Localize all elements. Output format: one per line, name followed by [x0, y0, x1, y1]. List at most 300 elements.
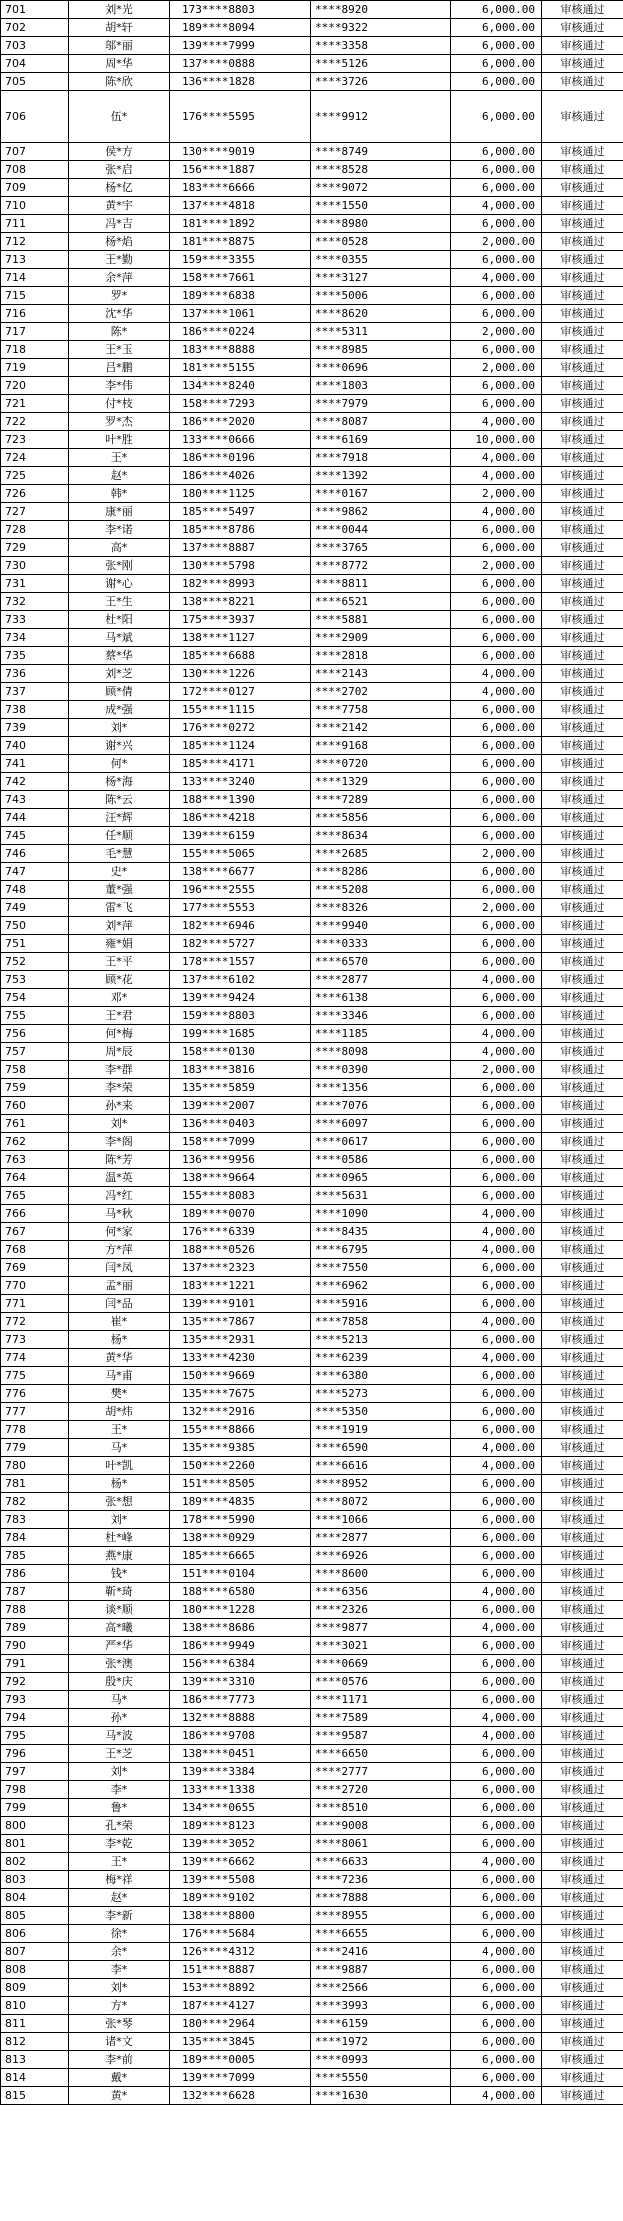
- amount: 4,000.00: [451, 413, 542, 431]
- amount: 6,000.00: [451, 1, 542, 19]
- applicant-name: 方*: [69, 1997, 170, 2015]
- applicant-name: 鲁*: [69, 1799, 170, 1817]
- row-number: 732: [1, 593, 69, 611]
- amount: 4,000.00: [451, 1943, 542, 1961]
- status: 审核通过: [542, 1943, 623, 1961]
- status: 审核通过: [542, 449, 623, 467]
- amount: 4,000.00: [451, 1853, 542, 1871]
- phone-number: 159****3355: [170, 251, 311, 269]
- row-number: 765: [1, 1187, 69, 1205]
- status: 审核通过: [542, 611, 623, 629]
- applicant-name: 沈*华: [69, 305, 170, 323]
- row-number: 745: [1, 827, 69, 845]
- status: 审核通过: [542, 1511, 623, 1529]
- row-number: 751: [1, 935, 69, 953]
- status: 审核通过: [542, 935, 623, 953]
- applicant-name: 叶*凯: [69, 1457, 170, 1475]
- amount: 6,000.00: [451, 539, 542, 557]
- amount: 6,000.00: [451, 2015, 542, 2033]
- row-number: 791: [1, 1655, 69, 1673]
- phone-number: 178****5990: [170, 1511, 311, 1529]
- status: 审核通过: [542, 701, 623, 719]
- phone-number: 137****6102: [170, 971, 311, 989]
- table-row: [1, 539, 623, 557]
- applicant-name: 何*: [69, 755, 170, 773]
- table-row: [1, 863, 623, 881]
- applicant-name: 李*阁: [69, 1133, 170, 1151]
- card-number: ****1356: [311, 1079, 451, 1097]
- row-number: 784: [1, 1529, 69, 1547]
- table-row: [1, 1241, 623, 1259]
- table-row: [1, 1043, 623, 1061]
- table-row: [1, 2033, 623, 2051]
- applicant-name: 张*刚: [69, 557, 170, 575]
- table-row: [1, 1025, 623, 1043]
- row-number: 737: [1, 683, 69, 701]
- card-number: ****6159: [311, 2015, 451, 2033]
- card-number: ****7076: [311, 1097, 451, 1115]
- phone-number: 135****9385: [170, 1439, 311, 1457]
- applicant-name: 燕*康: [69, 1547, 170, 1565]
- table-row: [1, 1097, 623, 1115]
- card-number: ****7589: [311, 1709, 451, 1727]
- card-number: ****6097: [311, 1115, 451, 1133]
- row-number: 802: [1, 1853, 69, 1871]
- table-row: [1, 359, 623, 377]
- status: 审核通过: [542, 1871, 623, 1889]
- row-number: 716: [1, 305, 69, 323]
- status: 审核通过: [542, 251, 623, 269]
- row-number: 764: [1, 1169, 69, 1187]
- status: 审核通过: [542, 1457, 623, 1475]
- row-number: 775: [1, 1367, 69, 1385]
- status: 审核通过: [542, 503, 623, 521]
- amount: 6,000.00: [451, 1835, 542, 1853]
- row-number: 811: [1, 2015, 69, 2033]
- applicant-name: 孟*丽: [69, 1277, 170, 1295]
- card-number: ****2877: [311, 1529, 451, 1547]
- phone-number: 181****5155: [170, 359, 311, 377]
- row-number: 756: [1, 1025, 69, 1043]
- card-number: ****6380: [311, 1367, 451, 1385]
- table-row: [1, 1385, 623, 1403]
- phone-number: 136****9956: [170, 1151, 311, 1169]
- phone-number: 158****7293: [170, 395, 311, 413]
- card-number: ****0669: [311, 1655, 451, 1673]
- card-number: ****0528: [311, 233, 451, 251]
- amount: 4,000.00: [451, 1205, 542, 1223]
- table-row: [1, 809, 623, 827]
- amount: 6,000.00: [451, 917, 542, 935]
- table-row: [1, 953, 623, 971]
- card-number: ****6616: [311, 1457, 451, 1475]
- status: 审核通过: [542, 19, 623, 37]
- table-row: [1, 1583, 623, 1601]
- table-row: [1, 1169, 623, 1187]
- row-number: 743: [1, 791, 69, 809]
- table-row: [1, 1799, 623, 1817]
- amount: 4,000.00: [451, 197, 542, 215]
- table-row: [1, 1673, 623, 1691]
- applicant-name: 马*斌: [69, 629, 170, 647]
- amount: 4,000.00: [451, 1709, 542, 1727]
- amount: 6,000.00: [451, 161, 542, 179]
- phone-number: 135****3845: [170, 2033, 311, 2051]
- row-number: 707: [1, 143, 69, 161]
- status: 审核通过: [542, 1169, 623, 1187]
- status: 审核通过: [542, 1313, 623, 1331]
- row-number: 725: [1, 467, 69, 485]
- status: 审核通过: [542, 1115, 623, 1133]
- applicant-name: 李*: [69, 1961, 170, 1979]
- amount: 6,000.00: [451, 1871, 542, 1889]
- amount: 6,000.00: [451, 1007, 542, 1025]
- row-number: 721: [1, 395, 69, 413]
- applicant-name: 毛*慧: [69, 845, 170, 863]
- amount: 4,000.00: [451, 1313, 542, 1331]
- amount: 6,000.00: [451, 755, 542, 773]
- status: 审核通过: [542, 755, 623, 773]
- amount: 6,000.00: [451, 1277, 542, 1295]
- phone-number: 182****5727: [170, 935, 311, 953]
- amount: 6,000.00: [451, 1115, 542, 1133]
- table-row: [1, 449, 623, 467]
- card-number: ****8326: [311, 899, 451, 917]
- card-number: ****6962: [311, 1277, 451, 1295]
- status: 审核通过: [542, 1187, 623, 1205]
- amount: 6,000.00: [451, 611, 542, 629]
- amount: 6,000.00: [451, 1079, 542, 1097]
- amount: 6,000.00: [451, 2033, 542, 2051]
- status: 审核通过: [542, 1961, 623, 1979]
- phone-number: 158****7099: [170, 1133, 311, 1151]
- phone-number: 186****9708: [170, 1727, 311, 1745]
- status: 审核通过: [542, 1745, 623, 1763]
- row-number: 741: [1, 755, 69, 773]
- card-number: ****3726: [311, 73, 451, 91]
- phone-number: 138****8800: [170, 1907, 311, 1925]
- phone-number: 139****6662: [170, 1853, 311, 1871]
- phone-number: 189****0070: [170, 1205, 311, 1223]
- applicant-name: 殷*庆: [69, 1673, 170, 1691]
- status: 审核通过: [542, 359, 623, 377]
- amount: 6,000.00: [451, 719, 542, 737]
- row-number: 785: [1, 1547, 69, 1565]
- applicant-name: 刘*: [69, 1979, 170, 1997]
- card-number: ****1329: [311, 773, 451, 791]
- row-number: 798: [1, 1781, 69, 1799]
- amount: 6,000.00: [451, 1997, 542, 2015]
- applicant-name: 孙*来: [69, 1097, 170, 1115]
- amount: 6,000.00: [451, 935, 542, 953]
- card-number: ****5550: [311, 2069, 451, 2087]
- status: 审核通过: [542, 539, 623, 557]
- table-row: [1, 665, 623, 683]
- row-number: 727: [1, 503, 69, 521]
- applicant-name: 方*萍: [69, 1241, 170, 1259]
- phone-number: 176****5684: [170, 1925, 311, 1943]
- row-number: 746: [1, 845, 69, 863]
- table-row: [1, 2051, 623, 2069]
- row-number: 803: [1, 1871, 69, 1889]
- card-number: ****8600: [311, 1565, 451, 1583]
- status: 审核通过: [542, 1061, 623, 1079]
- row-number: 801: [1, 1835, 69, 1853]
- applicant-name: 赵*: [69, 467, 170, 485]
- row-number: 703: [1, 37, 69, 55]
- amount: 6,000.00: [451, 1925, 542, 1943]
- card-number: ****6633: [311, 1853, 451, 1871]
- amount: 6,000.00: [451, 989, 542, 1007]
- amount: 6,000.00: [451, 1151, 542, 1169]
- phone-number: 130****5798: [170, 557, 311, 575]
- applicant-name: 顾*倩: [69, 683, 170, 701]
- row-number: 767: [1, 1223, 69, 1241]
- card-number: ****9587: [311, 1727, 451, 1745]
- table-row: [1, 1187, 623, 1205]
- table-row: [1, 1727, 623, 1745]
- amount: 6,000.00: [451, 1259, 542, 1277]
- row-number: 758: [1, 1061, 69, 1079]
- row-number: 794: [1, 1709, 69, 1727]
- table-row: [1, 1979, 623, 1997]
- status: 审核通过: [542, 287, 623, 305]
- applicant-name: 马*波: [69, 1727, 170, 1745]
- row-number: 772: [1, 1313, 69, 1331]
- table-row: [1, 431, 623, 449]
- applicant-name: 冯*红: [69, 1187, 170, 1205]
- status: 审核通过: [542, 1439, 623, 1457]
- amount: 6,000.00: [451, 1187, 542, 1205]
- amount: 6,000.00: [451, 1907, 542, 1925]
- applicant-name: 胡*轩: [69, 19, 170, 37]
- status: 审核通过: [542, 1241, 623, 1259]
- status: 审核通过: [542, 197, 623, 215]
- applicant-name: 孔*荣: [69, 1817, 170, 1835]
- status: 审核通过: [542, 2087, 623, 2105]
- phone-number: 137****8887: [170, 539, 311, 557]
- phone-number: 138****8686: [170, 1619, 311, 1637]
- amount: 6,000.00: [451, 791, 542, 809]
- applicant-name: 张*想: [69, 1493, 170, 1511]
- row-number: 720: [1, 377, 69, 395]
- row-number: 773: [1, 1331, 69, 1349]
- applicant-name: 陈*: [69, 323, 170, 341]
- phone-number: 139****3052: [170, 1835, 311, 1853]
- card-number: ****8528: [311, 161, 451, 179]
- status: 审核通过: [542, 91, 623, 143]
- table-row: [1, 827, 623, 845]
- status: 审核通过: [542, 1403, 623, 1421]
- amount: 2,000.00: [451, 557, 542, 575]
- status: 审核通过: [542, 1349, 623, 1367]
- table-row: [1, 1223, 623, 1241]
- status: 审核通过: [542, 1007, 623, 1025]
- row-number: 810: [1, 1997, 69, 2015]
- amount: 6,000.00: [451, 19, 542, 37]
- amount: 6,000.00: [451, 521, 542, 539]
- status: 审核通过: [542, 1, 623, 19]
- card-number: ****2702: [311, 683, 451, 701]
- row-number: 734: [1, 629, 69, 647]
- applicant-name: 温*英: [69, 1169, 170, 1187]
- applicant-name: 崔*: [69, 1313, 170, 1331]
- amount: 6,000.00: [451, 1169, 542, 1187]
- card-number: ****0576: [311, 1673, 451, 1691]
- card-number: ****9940: [311, 917, 451, 935]
- amount: 6,000.00: [451, 395, 542, 413]
- card-number: ****5350: [311, 1403, 451, 1421]
- row-number: 705: [1, 73, 69, 91]
- card-number: ****3765: [311, 539, 451, 557]
- applicant-name: 陈*芳: [69, 1151, 170, 1169]
- card-number: ****8811: [311, 575, 451, 593]
- row-number: 780: [1, 1457, 69, 1475]
- card-number: ****0696: [311, 359, 451, 377]
- applicant-name: 顾*花: [69, 971, 170, 989]
- card-number: ****8510: [311, 1799, 451, 1817]
- amount: 6,000.00: [451, 1421, 542, 1439]
- card-number: ****8772: [311, 557, 451, 575]
- amount: 6,000.00: [451, 1367, 542, 1385]
- status: 审核通过: [542, 1493, 623, 1511]
- phone-number: 135****7675: [170, 1385, 311, 1403]
- row-number: 710: [1, 197, 69, 215]
- phone-number: 182****6946: [170, 917, 311, 935]
- applicant-name: 张*琴: [69, 2015, 170, 2033]
- phone-number: 189****6838: [170, 287, 311, 305]
- amount: 6,000.00: [451, 73, 542, 91]
- table-row: [1, 629, 623, 647]
- applicant-name: 周*辰: [69, 1043, 170, 1061]
- applicant-name: 刘*: [69, 1763, 170, 1781]
- phone-number: 132****8888: [170, 1709, 311, 1727]
- amount: 6,000.00: [451, 1763, 542, 1781]
- status: 审核通过: [542, 1223, 623, 1241]
- status: 审核通过: [542, 1709, 623, 1727]
- status: 审核通过: [542, 1295, 623, 1313]
- phone-number: 133****1338: [170, 1781, 311, 1799]
- phone-number: 138****0929: [170, 1529, 311, 1547]
- phone-number: 186****9949: [170, 1637, 311, 1655]
- phone-number: 196****2555: [170, 881, 311, 899]
- table-row: [1, 287, 623, 305]
- applicant-name: 刘*: [69, 1115, 170, 1133]
- status: 审核通过: [542, 1097, 623, 1115]
- row-number: 750: [1, 917, 69, 935]
- row-number: 766: [1, 1205, 69, 1223]
- table-row: [1, 1817, 623, 1835]
- row-number: 793: [1, 1691, 69, 1709]
- status: 审核通过: [542, 1907, 623, 1925]
- card-number: ****2877: [311, 971, 451, 989]
- row-number: 813: [1, 2051, 69, 2069]
- applicant-name: 李*荣: [69, 1079, 170, 1097]
- applicant-name: 樊*: [69, 1385, 170, 1403]
- row-number: 770: [1, 1277, 69, 1295]
- table-row: [1, 647, 623, 665]
- card-number: ****5126: [311, 55, 451, 73]
- phone-number: 135****2931: [170, 1331, 311, 1349]
- row-number: 704: [1, 55, 69, 73]
- row-number: 731: [1, 575, 69, 593]
- card-number: ****0355: [311, 251, 451, 269]
- applicant-name: 谢*心: [69, 575, 170, 593]
- card-number: ****8098: [311, 1043, 451, 1061]
- row-number: 799: [1, 1799, 69, 1817]
- amount: 6,000.00: [451, 1961, 542, 1979]
- status: 审核通过: [542, 1727, 623, 1745]
- status: 审核通过: [542, 809, 623, 827]
- card-number: ****8286: [311, 863, 451, 881]
- applicant-name: 靳*琦: [69, 1583, 170, 1601]
- card-number: ****2416: [311, 1943, 451, 1961]
- status: 审核通过: [542, 827, 623, 845]
- table-row: [1, 575, 623, 593]
- amount: 4,000.00: [451, 269, 542, 287]
- row-number: 795: [1, 1727, 69, 1745]
- card-number: ****9322: [311, 19, 451, 37]
- status: 审核通过: [542, 1853, 623, 1871]
- status: 审核通过: [542, 2051, 623, 2069]
- applicant-name: 李*伟: [69, 377, 170, 395]
- amount: 4,000.00: [451, 1349, 542, 1367]
- card-number: ****0044: [311, 521, 451, 539]
- applicant-name: 马*: [69, 1691, 170, 1709]
- row-number: 739: [1, 719, 69, 737]
- card-number: ****7236: [311, 1871, 451, 1889]
- amount: 6,000.00: [451, 863, 542, 881]
- applicant-name: 董*强: [69, 881, 170, 899]
- card-number: ****7918: [311, 449, 451, 467]
- amount: 4,000.00: [451, 449, 542, 467]
- card-number: ****0586: [311, 1151, 451, 1169]
- status: 审核通过: [542, 971, 623, 989]
- table-row: [1, 1835, 623, 1853]
- status: 审核通过: [542, 1133, 623, 1151]
- phone-number: 185****8786: [170, 521, 311, 539]
- card-number: ****8749: [311, 143, 451, 161]
- phone-number: 186****4218: [170, 809, 311, 827]
- phone-number: 183****8888: [170, 341, 311, 359]
- amount: 6,000.00: [451, 1817, 542, 1835]
- amount: 4,000.00: [451, 971, 542, 989]
- row-number: 781: [1, 1475, 69, 1493]
- amount: 2,000.00: [451, 899, 542, 917]
- status: 审核通过: [542, 1691, 623, 1709]
- phone-number: 155****8866: [170, 1421, 311, 1439]
- applicant-name: 刘*萍: [69, 917, 170, 935]
- table-row: [1, 323, 623, 341]
- amount: 6,000.00: [451, 287, 542, 305]
- phone-number: 176****0272: [170, 719, 311, 737]
- row-number: 708: [1, 161, 69, 179]
- table-row: [1, 1205, 623, 1223]
- status: 审核通过: [542, 341, 623, 359]
- amount: 6,000.00: [451, 1295, 542, 1313]
- phone-number: 139****3384: [170, 1763, 311, 1781]
- table-row: [1, 233, 623, 251]
- card-number: ****6239: [311, 1349, 451, 1367]
- applicant-name: 张*澳: [69, 1655, 170, 1673]
- phone-number: 186****0196: [170, 449, 311, 467]
- table-row: [1, 521, 623, 539]
- status: 审核通过: [542, 179, 623, 197]
- status: 审核通过: [542, 845, 623, 863]
- phone-number: 183****6666: [170, 179, 311, 197]
- status: 审核通过: [542, 395, 623, 413]
- applicant-name: 王*玉: [69, 341, 170, 359]
